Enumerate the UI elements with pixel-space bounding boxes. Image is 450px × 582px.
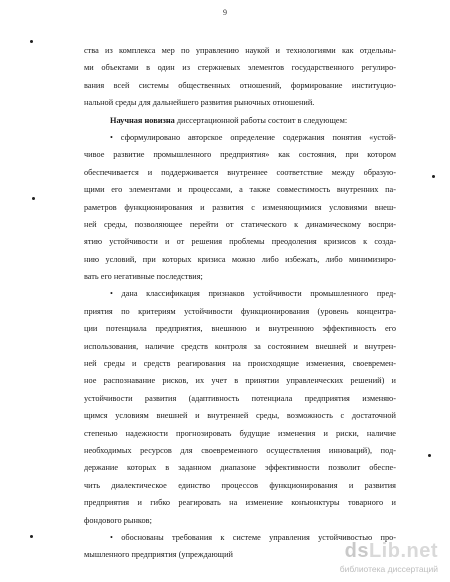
dslib-logo: dsLib.net: [344, 540, 438, 562]
text-line: необходимых ресурсов для своевременного осуществления инноваций), под-: [84, 445, 396, 455]
text-line: раметров функционирования и развития с изменяющимися условиями внеш-: [84, 202, 396, 212]
text-line: ней среды, позволяющее перейти от статического к динамическому воспри-: [84, 219, 396, 229]
text-line: ства из комплекса мер по управлению наукой и технологиями как отдельны-: [84, 46, 396, 55]
scan-speck: [428, 454, 431, 457]
document-body: [84, 42, 396, 564]
bullet-line: • дана классификация признаков устойчивости промышленного пред-: [110, 289, 396, 299]
novelty-heading-line: [84, 112, 396, 129]
dslib-watermark: [318, 540, 438, 574]
text-line: чивое развитие промышленного предприятия» как состояния, при котором: [84, 150, 396, 160]
scan-speck: [432, 175, 435, 178]
text-line: фондового рынков;: [84, 515, 152, 525]
text-line: нию условий, при которых кризиса можно либо избежать, либо минимизиро-: [84, 254, 396, 264]
scan-speck: [30, 40, 33, 43]
novelty-heading-rest: диссертационной работы состоит в следующем:: [174, 115, 348, 125]
text-line: держание которых в заданном диапазоне эффективности позволит обеспе-: [84, 463, 396, 473]
text-line: щимся условиям внешней и внутренней среды, возможность с достаточной: [84, 411, 396, 421]
scan-speck: [30, 535, 33, 538]
text-line: нальной среды для дальнейшего развития рыночных отношений.: [84, 98, 315, 108]
text-line: ми объектами в один из стержневых элементов государственного регулиро-: [84, 63, 396, 73]
text-line: щими его элементами и процессами, а также совместимость внутренних па-: [84, 185, 396, 195]
text-line: ное распознавание рисков, их учет в принятии управленческих решений) и: [84, 376, 396, 386]
bullet-line: • сформулировано авторское определение содержания понятия «устой-: [110, 132, 396, 142]
bullet-line: • обоснованы требования к системе управления устойчивостью про-: [110, 532, 396, 542]
scan-speck: [32, 197, 35, 200]
text-line: вать его негативные последствия;: [84, 272, 203, 282]
text-line: степенью надежности прогнозировать будущие изменения и риски, наличие: [84, 428, 396, 438]
text-line: использования, наличие средств контроля за состоянием внешней и внутрен-: [84, 341, 396, 351]
text-line: вания всей системы общественных отношений, формирование институцио-: [84, 80, 396, 90]
text-line: чить диалектическое единство процессов функционирования и развития: [84, 480, 396, 490]
text-line: ятию устойчивости и от решения проблемы преодоления кризисов к созда-: [84, 237, 396, 247]
text-line: устойчивости развития (адаптивность потенциала предприятия изменяю-: [84, 393, 396, 403]
text-line: приятия по критериям устойчивости функционирования (уровень концентра-: [84, 306, 396, 316]
text-line: мышленного предприятия (упреждающий: [84, 550, 233, 560]
text-line: обеспечивается и поддерживается внутреннее соответствие между образую-: [84, 167, 396, 177]
page-number: 9: [223, 8, 227, 17]
text-line: ней среды и средств реагирования на происходящие изменения, своевремен-: [84, 359, 396, 369]
novelty-heading: Научная новизна: [110, 115, 175, 125]
text-line: ции потенциала предприятия, внешнюю и внутреннюю эффективность его: [84, 324, 396, 334]
text-line: предприятия и гибко реагировать на изменение конъюнктуры товарного и: [84, 498, 396, 508]
dslib-subtitle: библиотека диссертаций: [339, 564, 438, 574]
